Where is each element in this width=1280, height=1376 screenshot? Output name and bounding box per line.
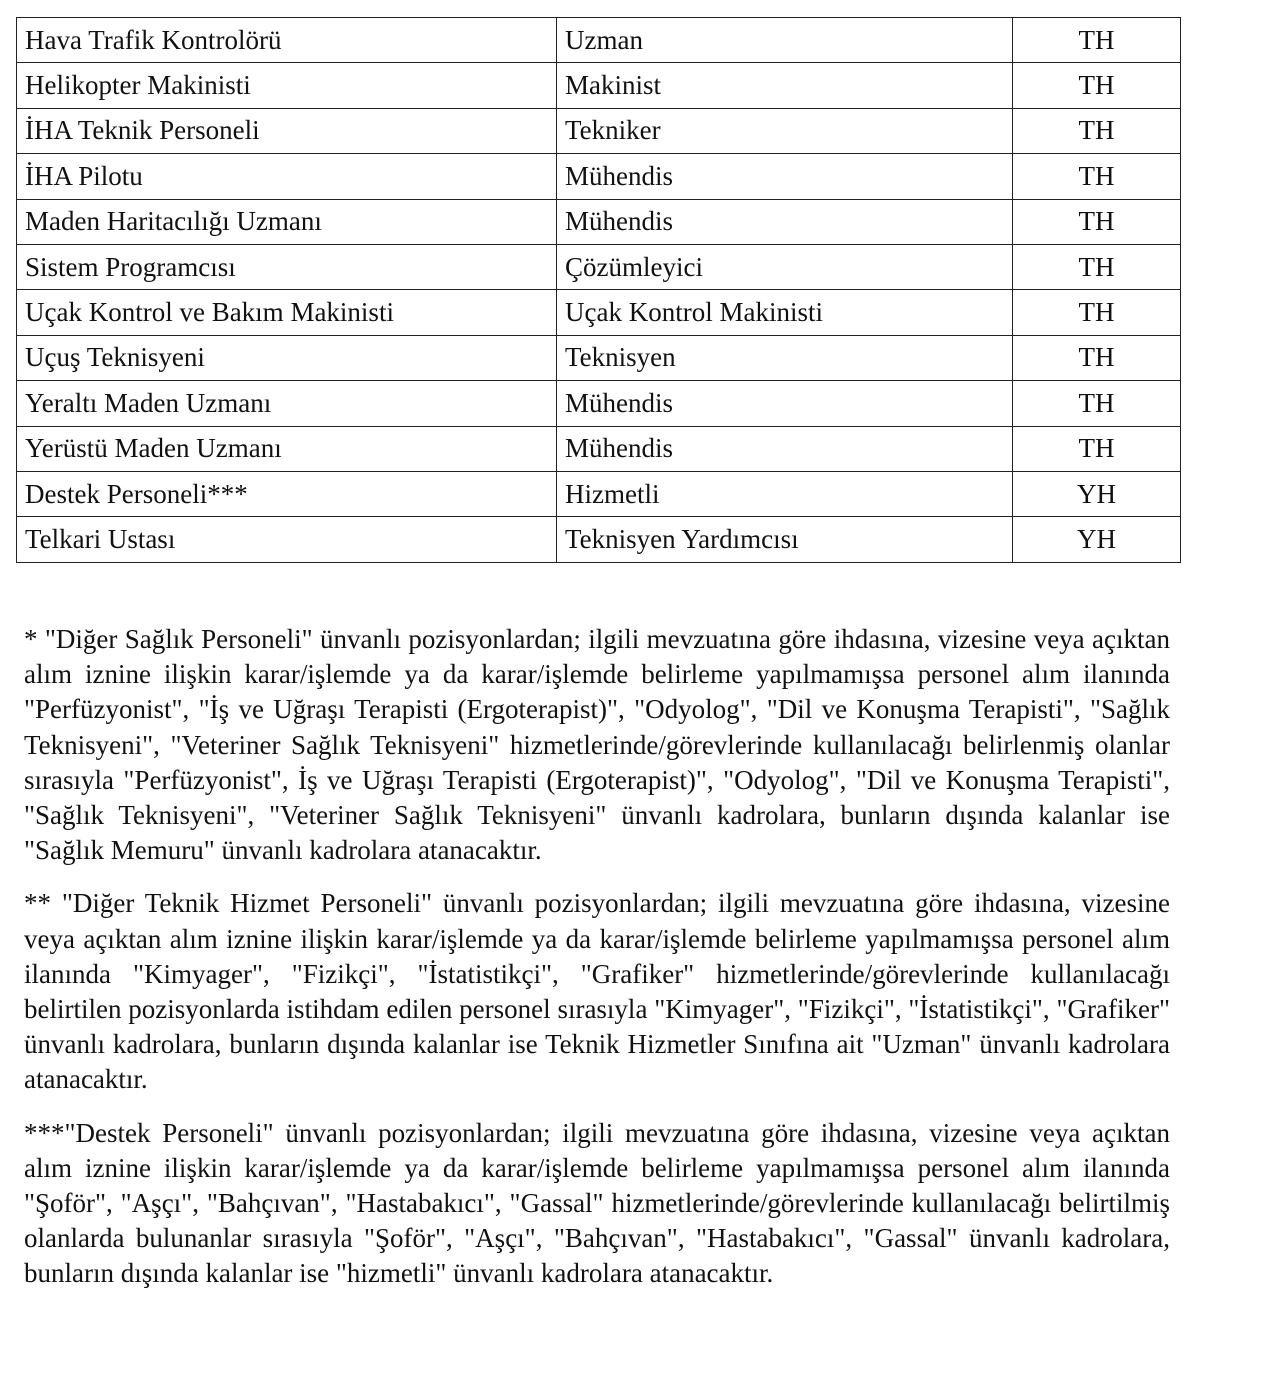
service-class-cell: TH [1013,426,1181,471]
position-title-cell: İHA Teknik Personeli [17,108,557,153]
position-title-cell: Maden Haritacılığı Uzmanı [17,199,557,244]
position-title-cell: Yerüstü Maden Uzmanı [17,426,557,471]
footnotes [24,622,1170,1310]
position-title-cell: Yeraltı Maden Uzmanı [17,381,557,426]
service-class-cell: TH [1013,244,1181,289]
service-class-cell: YH [1013,471,1181,516]
position-title-cell: Helikopter Makinisti [17,63,557,108]
position-title-cell: Destek Personeli*** [17,471,557,516]
service-class-cell: TH [1013,18,1181,63]
table-row [17,63,1181,108]
position-title-cell: İHA Pilotu [17,154,557,199]
table-row [17,426,1181,471]
service-class-cell: TH [1013,63,1181,108]
service-class-cell: TH [1013,290,1181,335]
table-row [17,381,1181,426]
table-row [17,517,1181,562]
position-category-cell: Uzman [557,18,1013,63]
table-row [17,199,1181,244]
position-category-cell: Mühendis [557,154,1013,199]
table-row [17,244,1181,289]
table-row [17,290,1181,335]
service-class-cell: TH [1013,154,1181,199]
service-class-cell: TH [1013,335,1181,380]
table-row [17,108,1181,153]
table-row [17,471,1181,516]
position-category-cell: Teknisyen Yardımcısı [557,517,1013,562]
table-row [17,18,1181,63]
position-title-cell: Telkari Ustası [17,517,557,562]
position-category-cell: Çözümleyici [557,244,1013,289]
position-category-cell: Tekniker [557,108,1013,153]
service-class-cell: YH [1013,517,1181,562]
position-category-cell: Mühendis [557,381,1013,426]
table-row [17,335,1181,380]
position-title-cell: Uçak Kontrol ve Bakım Makinisti [17,290,557,335]
position-category-cell: Makinist [557,63,1013,108]
footnote-technical-personnel: ** "Diğer Teknik Hizmet Personeli" ünvanlı pozisyonlardan; ilgili mevzuatına göre ihdasına, vizesine veya açıktan alım iznine ilişkin karar/işlemde ya da karar/işlemde belirleme yapılmamışsa personel alım ilanında "Kimyager", "Fizikçi", "İstatistikçi", "Grafiker" hizmetlerinde/görevlerinde kullanılacağı belirtilen pozisyonlarda istihdam edilen personel sırasıyla "Kimyager", "Fizikçi", "İstatistikçi", "Grafiker" ünvanlı kadrolara, bunların dışında kalanlar ise Teknik Hizmetler Sınıfına ait "Uzman" ünvanlı kadrolara atanacaktır. [24,888,1170,1095]
position-category-cell: Mühendis [557,426,1013,471]
service-class-cell: TH [1013,381,1181,426]
service-class-cell: TH [1013,108,1181,153]
position-category-cell: Uçak Kontrol Makinisti [557,290,1013,335]
position-category-cell: Mühendis [557,199,1013,244]
position-table [16,17,1181,563]
position-title-cell: Hava Trafik Kontrolörü [17,18,557,63]
position-title-cell: Uçuş Teknisyeni [17,335,557,380]
table-row [17,154,1181,199]
position-category-cell: Hizmetli [557,471,1013,516]
service-class-cell: TH [1013,199,1181,244]
footnote-support-personnel: ***"Destek Personeli" ünvanlı pozisyonlardan; ilgili mevzuatına göre ihdasına, vizesine veya açıktan alım iznine ilişkin karar/işlemde ya da karar/işlemde belirleme yapılmamışsa personel alım ilanında "Şoför", "Aşçı", "Bahçıvan", "Hastabakıcı", "Gassal" hizmetlerinde/görevlerinde kullanılacağı belirtilmiş olanlarda bulunanlar sırasıyla "Şoför", "Aşçı", "Bahçıvan", "Hastabakıcı", "Gassal" ünvanlı kadrolara, bunların dışında kalanlar ise "hizmetli" ünvanlı kadrolara atanacaktır. [24,1117,1170,1289]
position-category-cell: Teknisyen [557,335,1013,380]
footnote-health-personnel: * "Diğer Sağlık Personeli" ünvanlı pozisyonlardan; ilgili mevzuatına göre ihdasına, vizesine veya açıktan alım iznine ilişkin karar/işlemde ya da karar/işlemde belirleme yapılmamışsa personel alım ilanında "Perfüzyonist", "İş ve Uğraşı Terapisti (Ergoterapist)", "Odyolog", "Dil ve Konuşma Terapisti", "Sağlık Teknisyeni", "Veteriner Sağlık Teknisyeni" hizmetlerinde/görevlerinde kullanılacağı belirlenmiş olanlar sırasıyla "Perfüzyonist", İş ve Uğraşı Terapisti (Ergoterapist)", "Odyolog", "Dil ve Konuşma Terapisti", "Sağlık Teknisyeni", "Veteriner Sağlık Teknisyeni" ünvanlı kadrolara, bunların dışında kalanlar ise "Sağlık Memuru" ünvanlı kadrolara atanacaktır. [24,624,1170,866]
position-title-cell: Sistem Programcısı [17,244,557,289]
